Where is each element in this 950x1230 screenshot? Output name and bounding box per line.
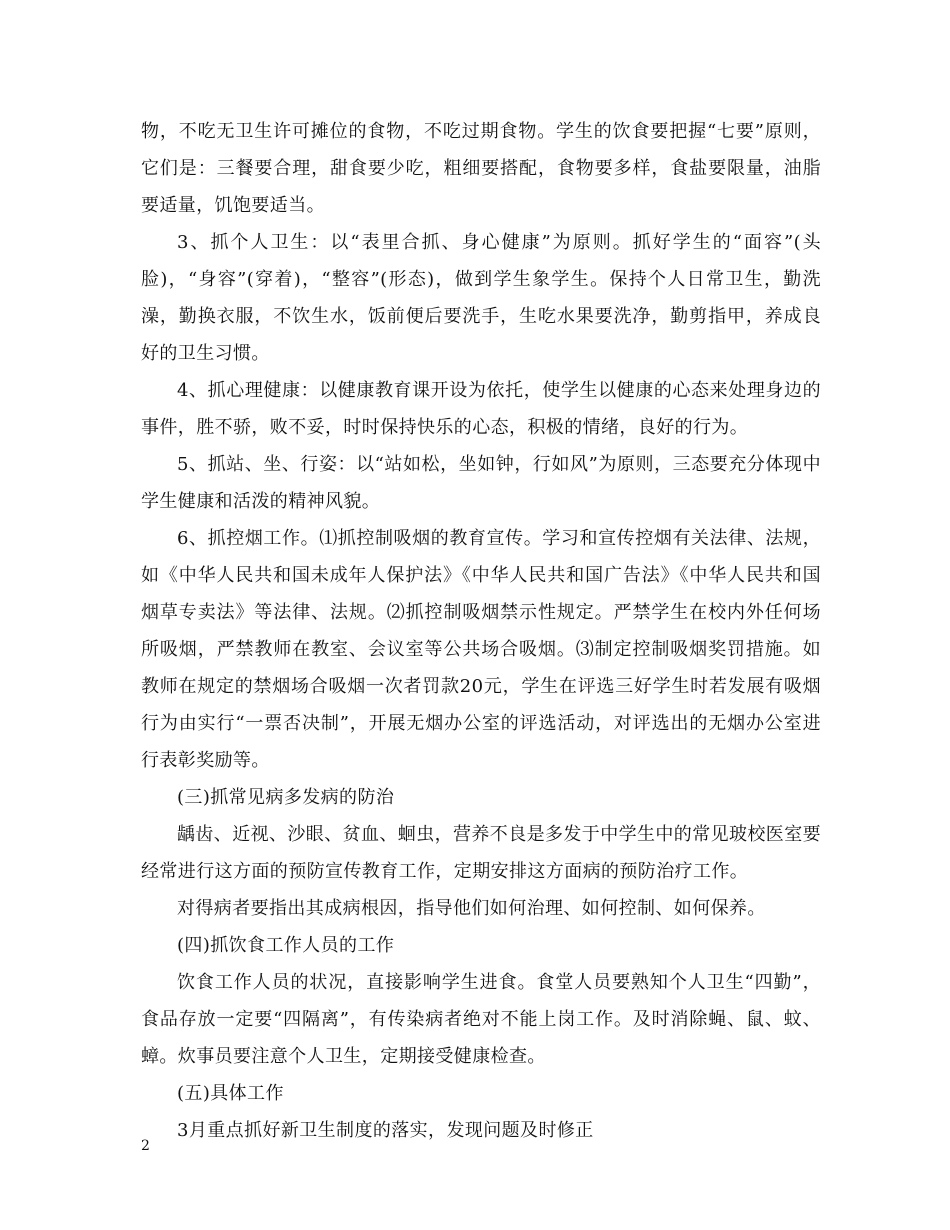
paragraph-8: 对得病者要指出其成病根因，指导他们如何治理、如何控制、如何保养。 <box>177 898 766 919</box>
paragraph-3: 4、抓心理健康：以健康教育课开设为依托，使学生以健康的心态来处理身边的事件，胜不骄，败不妥，时时保持快乐的心态，积极的情绪，良好的行为。 <box>141 380 821 438</box>
section-heading-3: (三)抓常见病多发病的防治 <box>177 787 395 808</box>
paragraph-12: 3月重点抓好新卫生制度的落实，发现问题及时修正 <box>177 1120 594 1141</box>
paragraph-10: 饮食工作人员的状况，直接影响学生进食。食堂人员要熟知个人卫生“四勤”，食品存放一定要“四隔离”，有传染病者绝对不能上岗工作。及时消除蝇、鼠、蚊、蟑。炊事员要注意个人卫生，定期接受健康检查。 <box>141 972 821 1067</box>
paragraph-7: 龋齿、近视、沙眼、贫血、蛔虫，营养不良是多发于中学生中的常见玻校医室要经常进行这方面的预防宣传教育工作，定期安排这方面病的预防治疗工作。 <box>141 824 821 882</box>
paragraph-4: 5、抓站、坐、行姿：以“站如松，坐如钟，行如风”为原则，三态要充分体现中学生健康和活泼的精神风貌。 <box>141 454 821 512</box>
paragraph-2: 3、抓个人卫生：以“表里合抓、身心健康”为原则。抓好学生的“面容”(头脸)，“身容”(穿着)，“整容”(形态)，做到学生象学生。保持个人日常卫生，勤洗澡，勤换衣服，不饮生水，饭前便后要洗手，生吃水果要洗净，勤剪指甲，养成良好的卫生习惯。 <box>141 232 821 364</box>
page-number: 2 <box>141 1138 150 1154</box>
section-heading-5: (五)具体工作 <box>177 1083 284 1104</box>
paragraph-5: 6、抓控烟工作。⑴抓控制吸烟的教育宣传。学习和宣传控烟有关法律、法规，如《中华人民共和国未成年人保护法》《中华人民共和国广告法》《中华人民共和国烟草专卖法》等法律、法规。⑵抓控制吸烟禁示性规定。严禁学生在校内外任何场所吸烟，严禁教师在教室、会议室等公共场合吸烟。⑶制定控制吸烟奖罚措施。如教师在规定的禁烟场合吸烟一次者罚款20元，学生在评选三好学生时若发展有吸烟行为由实行“一票否决制”，开展无烟办公室的评选活动，对评选出的无烟办公室进行表彰奖励等。 <box>141 528 821 771</box>
document-body <box>141 113 821 1149</box>
section-heading-4: (四)抓饮食工作人员的工作 <box>177 935 395 956</box>
paragraph-1: 物，不吃无卫生许可摊位的食物，不吃过期食物。学生的饮食要把握“七要”原则，它们是：三餐要合理，甜食要少吃，粗细要搭配，食物要多样，食盐要限量，油脂要适量，饥饱要适当。 <box>141 121 821 216</box>
